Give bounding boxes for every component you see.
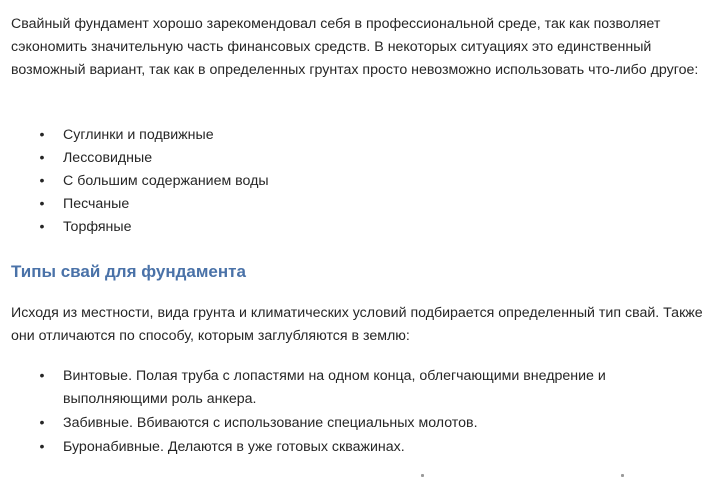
list-item-text: Винтовые. Полая труба с лопастями на одном конца, облегчающими внедрение и выполняющими роль анкера. (63, 368, 606, 407)
list-item-text: Лессовидные (63, 150, 153, 166)
pile-types-list (0, 365, 720, 460)
bullet-icon: • (39, 150, 45, 166)
list-item (0, 193, 720, 216)
list-item (0, 412, 720, 435)
list-item (0, 365, 720, 411)
list-item (0, 124, 720, 147)
bullet-icon: • (39, 439, 45, 455)
bullet-icon: • (39, 368, 45, 384)
bullet-icon: • (39, 415, 45, 431)
list-item-text: Суглинки и подвижные (63, 127, 214, 143)
bullet-icon: • (39, 127, 45, 143)
list-item (0, 216, 720, 239)
text-fragment (621, 474, 624, 477)
bullet-icon: • (39, 219, 45, 235)
list-item-text: Торфяные (63, 219, 132, 235)
soil-types-list (0, 124, 720, 239)
text-fragment (421, 474, 424, 477)
list-item (0, 436, 720, 459)
list-item (0, 147, 720, 170)
bullet-icon: • (39, 173, 45, 189)
list-item-text: Песчаные (63, 196, 130, 212)
bullet-icon: • (39, 196, 45, 212)
intro-paragraph: Свайный фундамент хорошо зарекомендовал себя в профессиональной среде, так как позволяет сэкономить значительную часть финансовых средств. В некоторых ситуациях это единственный возможный вариант, так как в определенных грунтах просто невозможно использовать что-либо другое: (11, 16, 699, 78)
list-item-text: С большим содержанием воды (63, 173, 269, 189)
list-item (0, 170, 720, 193)
section-paragraph: Исходя из местности, вида грунта и климатических условий подбирается определенный тип свай. Также они отличаются по способу, которым заглубляются в землю: (11, 305, 703, 344)
list-item-text: Забивные. Вбиваются с использование специальных молотов. (63, 415, 478, 431)
list-item-text: Буронабивные. Делаются в уже готовых скважинах. (63, 439, 405, 455)
cut-off-next-line (11, 470, 711, 480)
section-heading: Типы свай для фундамента (11, 262, 246, 281)
